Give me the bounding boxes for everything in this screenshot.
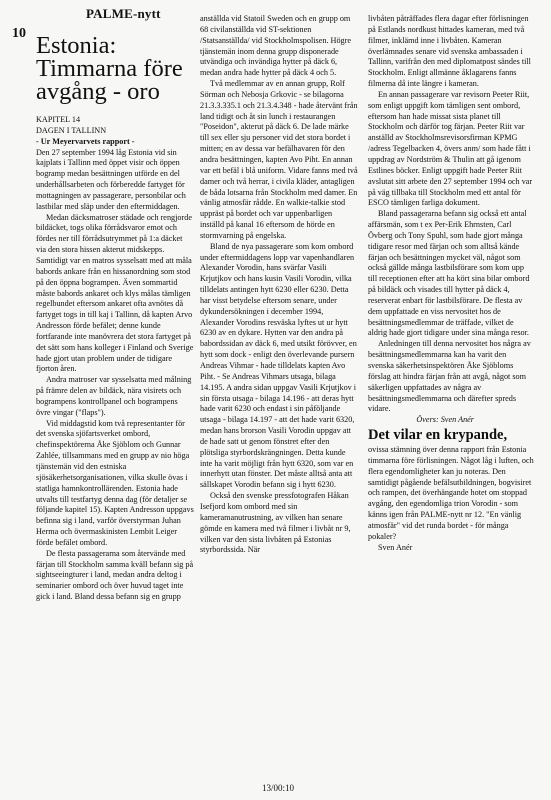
article-headline: Estonia: Timmarna före avgång - oro xyxy=(36,32,183,105)
paragraph: Också den svenske pressfotografen Håkan Isefjord kom ombord med sin kameramanutrustning, av vilken han senare gömde en kamera med två filmer i livbåt nr 9, vilken var den sista livbåten på Estonias styrbordssida. När xyxy=(200,491,351,555)
paragraph: De flesta passagerarna som återvände med färjan till Stockholm samma kväll befann sig på sightseeingturer i land, medan andra deltog i seminarier ombord och över huvud taget inte gick i land. Bland dessa befann sig en grupp xyxy=(36,548,194,602)
sidebar-signature: Sven Anér xyxy=(378,542,413,552)
sidebar-title: Det vilar en krypande, xyxy=(368,427,508,444)
column-3 xyxy=(368,14,534,554)
translator-credit: Övers: Sven Anér xyxy=(416,415,474,425)
paragraph: Andra matroser var sysselsatta med målning på främre delen av bildäck, nära visirets och bogrampens kontrollpanel och bogrampens övre vingar ("flaps"). xyxy=(36,375,192,417)
paragraph: Den 27 september 1994 låg Estonia vid sin kajplats i Tallinn med öppet visir och öppen bogramp medan besättningen utförde en del underhållsarbeten och förberedde fartyget för mottagningen av passagerare, personbilar och lastbilar med släp under den eftermiddagen. xyxy=(36,147,186,211)
paragraph: Medan däcksmatroser städade och rengjorde bildäcket, togs olika förrådsvaror emot och fördes ner till förrådsutrymmet på 1:a däcket via den stora hissen akterut midskepps. Samtidigt var en matros sysselsatt med att måla babords ankare från en hissanordning som stod på den öppna bogrampen. Även sommartid måste babords ankaret och klys målas tämligen regelbundet eftersom ankaret ofta avnötes då fartyget togs in till kaj i Tallinn, då kapten Arvo Andresson förde befälet; denne kunde fortfarande inte manövrera det stora fartyget på det sätt som hans kolleger i Finland och Sverige hade gjort utan problem under de tidigare fjorton åren. xyxy=(36,212,194,374)
publication-title: PALME-nytt xyxy=(86,6,161,21)
page-number: 10 xyxy=(12,26,26,41)
paragraph: Anledningen till denna nervositet hos några av besättningsmedlemmarna kan ha varit den svenska säkerhetsinspektören Åke Sjöbloms förslag att hindra färjan från att avgå, något som säkerligen uppfattades av några av besättningsmedlemmarna och därefter spreds vidare. xyxy=(368,339,531,414)
paragraph: Två medlemmar av en annan grupp, Rolf Sörman och Nebosja Grkovic - se bilagorna 21.3.3.335.1 och 21.3.4.348 - hade återvänt från land tidigt och åt sin lunch i restaurangen "Poseidon", akterut på däck 6. De lade märke till sex eller sju personer vid det stora bordet i mitten; en av dessa var befälhavaren för den andra besättningen, kapten Avo Piht. En annan var ett befäl i blå uniform. Vidare fanns med två damer och två herrar, i civila kläder, antagligen de båda lotsarna från Stockholm med damer. En vänlig atmosfär rådde. En walkie-talkie stod uppräst på bordet och var uppenbarligen inställd på kanal 16 eftersom de hörde en stormvarning på engelska. xyxy=(200,79,358,240)
paragraph: Bland de nya passagerare som kom ombord under eftermiddagens lopp var vapenhandlaren Alexander Vorodin, hans svärfar Vasili Krjutjkov och hans kusin Vasili Vorodin, vilka tilldelats antingen hytt 6230 eller 6230. Detta har visst betydelse eftersom senare, under dykundersökningen i december 1994, Alexander Vorodins resväska lyftes ut ur hytt 6230 av en dykare. Hytten var den andra på babordssidan av däck 6, med utsikt förövver, en hytt som dock - enligt den överlevande pursern Andreas Vihmar - hade tilldelats kapten Avo Piht. - Se Andreas Vihmars utsaga, bilaga 14.195. A andra sidan uppgav Vasili Krjutjkov i sin första utsaga - bilaga 14.196 - att deras hytt hade varit 6230 och endast i sin påföljande utsaga - bilaga 14.197 - att det hade varit 6320, medan hans brorson Vasili Vorodin uppgav att de hade satt ut genom fönstret efter den plötsliga styrbordskrängningen. Detta kunde inte ha varit möjligt från hytt 6320, som var en innerhytt utan fönster. Det måste alltså anta att sällskapet Vorodin befann sig i hytt 6230. xyxy=(200,241,357,490)
article-byline: - Ur Meyervarvets rapport - xyxy=(36,136,135,146)
footer-date: 13/00:10 xyxy=(262,783,295,793)
paragraph: Vid middagstid kom två representanter för det svenska sjöfartsverket ombord, chefinspektörerna Åke Sjöblom och Gunnar Zahlée, tillsammans med en grupp av nio höga tjänstemän vid den estniska sjösäkerhetsorganisationen, vilka skulle övas i statliga hamnkontrollärenden. Estonia hade utvalts till testfartyg denna dag (för detaljer se följande kapitel 15). Kapten Andresson uppgavs befinna sig i land, varför överstyrman Juhan Herma och övermaskinisten Lembit Leiger förde befälet ombord. xyxy=(36,418,194,547)
paragraph: anställda vid Statoil Sweden och en grupp om 68 civilanställda vid ST-sektionen /Statsanställda/ vid Stockholmspolisen. Högre tjänstemän inom denna grupp disponerade utvändiga och invändiga hytter på däck 6, medan andra hade hytter på däck 4 och 5. xyxy=(200,14,352,78)
chapter-label: KAPITEL 14 xyxy=(36,115,81,124)
paragraph: Bland passagerarna befann sig också ett antal affärsmän, som t ex Per-Erik Ehrnsten, Carl Övberg och Tony Spuhl, som hade gjort många tidigare resor med färjan och som alltså kände färjan och besättningen mycket väl, något som också gällde många lastbilsförare som kom upp till receptionen efter att ha kört sina bilar ombord på bildäck och visades till hytter på däck 4, reserverat enbart för lastbilsförare. De flesta av dem uppfattade en viss nervositet hos de besättningsmedlemmar de träffade, vilket de aldrig hade gjort tidigare under sina många resor. xyxy=(368,209,530,338)
paragraph: livbåten påträffades flera dagar efter förlisningen på Estlands nordkust hittades kameran, med två filmer, inklämd inne i livbåten. Kameran överlämnades senare vid svenska ambassaden i Tallinn, varifrån den med diplomatpost sändes till Stockholm. Enligt allmänne åklagarens fanns filmerna då inte längre i kameran. xyxy=(368,14,531,89)
column-2 xyxy=(200,14,358,556)
sidebar-text: ovissa stämning över denna rapport från Estonia timmarna före förlisningen. Något låg i luften, och flera egendomligheter kan ju noteras. Den samtidigt pågående befälsutbildningen, bogvisiret och rampen, det överhängande hotet om stoppad avgång, den egendomliga trion Vorodin - som känns igen från PALME-nytt nr 12. "En vänlig atmosfär" vid det runda bordet - för många pokaler? xyxy=(368,445,534,541)
column-1 xyxy=(36,34,194,603)
paragraph: En annan passagerare var revisorn Peeter Riit, som enligt uppgift kom tämligen sent ombord, eftersom han hade missat sista planet till Stockholm och därför tog färjan. Peeter Riit var anställd av Stockholmsrevisorsfirman KPMG /adress Tegelbacken 4, övers anm/ som hade fått i uppdrag av Nordström & Thulin att gå igenom Estlines böcker. Enligt uppgift hade Peeter Riit avslutat sitt arbete den 27 september 1994 och var på väg tillbaka till Stockholm med ett antal för ESCO tämligen farliga dokument. xyxy=(368,89,533,208)
section-label: DAGEN I TALLINN xyxy=(36,125,107,135)
